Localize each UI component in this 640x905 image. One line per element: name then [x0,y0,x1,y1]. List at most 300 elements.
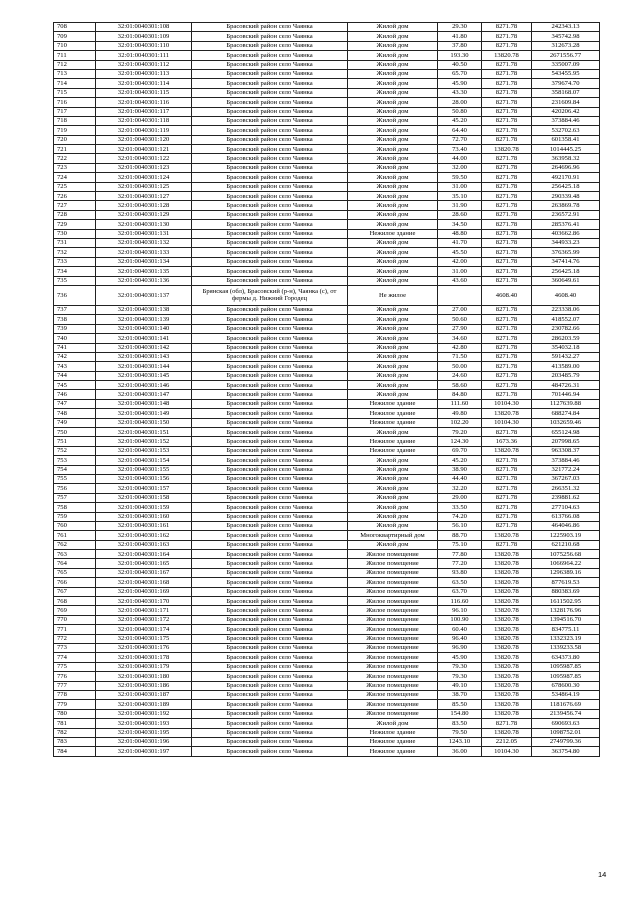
rate-cell: 10104.30 [482,399,532,408]
cadastral-value-cell: 880383.69 [532,587,600,596]
address-cell: Брасовский район село Чаянка [192,728,348,737]
cadastral-value-cell: 367267.03 [532,474,600,483]
object-type-cell: Жилое помещение [348,653,438,662]
table-row [54,597,600,606]
rate-cell: 13820.78 [482,653,532,662]
area-cell: 48.80 [438,229,482,238]
cadastral-value-cell: 420206.42 [532,107,600,116]
table-row [54,192,600,201]
address-cell: Брасовский район село Чаянка [192,79,348,88]
table-row [54,116,600,125]
address-cell: Брасовский район село Чаянка [192,672,348,681]
rate-cell: 8271.78 [482,456,532,465]
row-number-cell: 770 [54,615,96,624]
area-cell: 31.00 [438,267,482,276]
cadastral-value-cell: 379674.70 [532,79,600,88]
row-number-cell: 752 [54,446,96,455]
cadastral-value-cell: 256425.18 [532,182,600,191]
area-cell: 28.60 [438,210,482,219]
address-cell: Брасовский район село Чаянка [192,634,348,643]
table-row [54,531,600,540]
row-number-cell: 762 [54,540,96,549]
cadastral-number-cell: 32:01:0040301:134 [96,257,192,266]
cadastral-value-cell: 834775.11 [532,625,600,634]
object-type-cell: Жилое помещение [348,700,438,709]
object-type-cell: Жилой дом [348,145,438,154]
object-type-cell: Жилой дом [348,362,438,371]
rate-cell: 13820.78 [482,597,532,606]
rate-cell: 8271.78 [482,220,532,229]
cadastral-number-cell: 32:01:0040301:151 [96,428,192,437]
area-cell: 75.10 [438,540,482,549]
object-type-cell: Нежилое здание [348,418,438,427]
object-type-cell: Жилое помещение [348,615,438,624]
cadastral-value-cell: 230782.66 [532,324,600,333]
cadastral-value-cell: 688274.84 [532,409,600,418]
address-cell: Брасовский район село Чаянка [192,126,348,135]
cadastral-number-cell: 32:01:0040301:133 [96,248,192,257]
object-type-cell: Жилой дом [348,98,438,107]
cadastral-value-cell: 236572.91 [532,210,600,219]
page-number: 14 [598,870,607,879]
cadastral-value-cell: 239881.62 [532,493,600,502]
object-type-cell: Жилой дом [348,719,438,728]
address-cell: Брасовский район село Чаянка [192,69,348,78]
cadastral-value-cell: 363958.32 [532,154,600,163]
cadastral-number-cell: 32:01:0040301:123 [96,163,192,172]
object-type-cell: Жилой дом [348,315,438,324]
object-type-cell: Жилой дом [348,428,438,437]
object-type-cell: Жилой дом [348,474,438,483]
cadastral-value-cell: 1332323.19 [532,634,600,643]
area-cell: 63.70 [438,587,482,596]
table-row [54,390,600,399]
rate-cell: 13820.78 [482,568,532,577]
rate-cell: 8271.78 [482,32,532,41]
area-cell: 79.20 [438,428,482,437]
cadastral-value-cell: 321772.24 [532,465,600,474]
cadastral-value-cell: 701446.94 [532,390,600,399]
row-number-cell: 720 [54,135,96,144]
cadastral-value-cell: 621210.68 [532,540,600,549]
row-number-cell: 732 [54,248,96,257]
address-cell: Брасовский район село Чаянка [192,662,348,671]
row-number-cell: 715 [54,88,96,97]
rate-cell: 8271.78 [482,210,532,219]
cadastral-number-cell: 32:01:0040301:120 [96,135,192,144]
cadastral-value-cell: 335007.09 [532,60,600,69]
rate-cell: 8271.78 [482,154,532,163]
table-row [54,474,600,483]
cadastral-number-cell: 32:01:0040301:170 [96,597,192,606]
rate-cell: 13820.78 [482,644,532,653]
rate-cell: 8271.78 [482,493,532,502]
address-cell: Брасовский район село Чаянка [192,690,348,699]
rate-cell: 13820.78 [482,625,532,634]
rate-cell: 8271.78 [482,474,532,483]
table-row [54,399,600,408]
row-number-cell: 733 [54,257,96,266]
rate-cell: 8271.78 [482,163,532,172]
rate-cell: 8271.78 [482,135,532,144]
address-cell: Брасовский район село Чаянка [192,606,348,615]
cadastral-number-cell: 32:01:0040301:127 [96,192,192,201]
address-cell: Брасовский район село Чаянка [192,446,348,455]
object-type-cell: Жилой дом [348,238,438,247]
object-type-cell: Нежилое здание [348,728,438,737]
object-type-cell: Жилое помещение [348,672,438,681]
cadastral-value-cell: 277104.63 [532,503,600,512]
cadastral-number-cell: 32:01:0040301:156 [96,474,192,483]
cadastral-value-cell: 418552.07 [532,315,600,324]
cadastral-value-cell: 464046.86 [532,521,600,530]
address-cell: Брасовский район село Чаянка [192,653,348,662]
row-number-cell: 709 [54,32,96,41]
cadastral-value-cell: 484726.31 [532,381,600,390]
table-row [54,276,600,285]
object-type-cell: Жилой дом [348,371,438,380]
cadastral-value-cell: 1075256.68 [532,550,600,559]
rate-cell: 8271.78 [482,719,532,728]
object-type-cell: Жилой дом [348,324,438,333]
object-type-cell: Жилое помещение [348,709,438,718]
cadastral-number-cell: 32:01:0040301:141 [96,334,192,343]
cadastral-number-cell: 32:01:0040301:164 [96,550,192,559]
row-number-cell: 776 [54,672,96,681]
row-number-cell: 708 [54,23,96,32]
cadastral-value-cell: 2671556.77 [532,51,600,60]
area-cell: 31.00 [438,182,482,191]
cadastral-value-cell: 492170.91 [532,173,600,182]
object-type-cell: Жилое помещение [348,587,438,596]
rate-cell: 8271.78 [482,343,532,352]
cadastral-value-cell: 1394516.70 [532,615,600,624]
rate-cell: 13820.78 [482,709,532,718]
table-row [54,690,600,699]
table-row [54,709,600,718]
row-number-cell: 742 [54,352,96,361]
object-type-cell: Жилой дом [348,257,438,266]
area-cell: 45.20 [438,116,482,125]
cadastral-number-cell: 32:01:0040301:155 [96,465,192,474]
area-cell: 93.80 [438,568,482,577]
address-cell: Брасовский район село Чаянка [192,192,348,201]
area-cell: 38.70 [438,690,482,699]
table-row [54,456,600,465]
table-row [54,69,600,78]
cadastral-number-cell: 32:01:0040301:139 [96,315,192,324]
cadastral-number-cell: 32:01:0040301:110 [96,41,192,50]
cadastral-number-cell: 32:01:0040301:187 [96,690,192,699]
cadastral-value-cell: 413589.00 [532,362,600,371]
table-row [54,550,600,559]
area-cell: 45.90 [438,653,482,662]
table-row [54,248,600,257]
address-cell: Брасовский район село Чаянка [192,334,348,343]
cadastral-number-cell: 32:01:0040301:144 [96,362,192,371]
rate-cell: 13820.78 [482,409,532,418]
row-number-cell: 757 [54,493,96,502]
cadastral-value-cell: 613766.08 [532,512,600,521]
area-cell: 60.40 [438,625,482,634]
row-number-cell: 726 [54,192,96,201]
area-cell: 100.90 [438,615,482,624]
object-type-cell: Жилое помещение [348,606,438,615]
area-cell: 64.40 [438,126,482,135]
address-cell: Брасовский район село Чаянка [192,267,348,276]
rate-cell: 8271.78 [482,60,532,69]
row-number-cell: 738 [54,315,96,324]
row-number-cell: 763 [54,550,96,559]
object-type-cell: Жилой дом [348,173,438,182]
cadastral-number-cell: 32:01:0040301:114 [96,79,192,88]
address-cell: Брасовский район село Чаянка [192,23,348,32]
rate-cell: 8271.78 [482,503,532,512]
cadastral-number-cell: 32:01:0040301:112 [96,60,192,69]
address-cell: Брасовский район село Чаянка [192,238,348,247]
address-cell: Брасовский район село Чаянка [192,163,348,172]
address-cell: Брасовский район село Чаянка [192,578,348,587]
rate-cell: 8271.78 [482,390,532,399]
row-number-cell: 719 [54,126,96,135]
row-number-cell: 737 [54,305,96,314]
table-row [54,634,600,643]
address-cell: Брасовский район село Чаянка [192,399,348,408]
address-cell: Брасовский район село Чаянка [192,465,348,474]
address-cell: Брасовский район село Чаянка [192,305,348,314]
cadastral-number-cell: 32:01:0040301:117 [96,107,192,116]
area-cell: 193.30 [438,51,482,60]
row-number-cell: 744 [54,371,96,380]
address-cell: Брасовский район село Чаянка [192,371,348,380]
cadastral-number-cell: 32:01:0040301:197 [96,747,192,756]
object-type-cell: Жилой дом [348,60,438,69]
object-type-cell: Жилой дом [348,352,438,361]
rate-cell: 8271.78 [482,229,532,238]
cadastral-number-cell: 32:01:0040301:165 [96,559,192,568]
object-type-cell: Нежилое здание [348,747,438,756]
rate-cell: 13820.78 [482,634,532,643]
area-cell: 77.80 [438,550,482,559]
row-number-cell: 758 [54,503,96,512]
area-cell: 43.60 [438,276,482,285]
address-cell: Брасовский район село Чаянка [192,343,348,352]
area-cell: 37.80 [438,41,482,50]
rate-cell: 8271.78 [482,362,532,371]
rate-cell: 13820.78 [482,578,532,587]
area-cell: 45.50 [438,248,482,257]
address-cell: Брасовский район село Чаянка [192,559,348,568]
rate-cell: 8271.78 [482,428,532,437]
address-cell: Брянская (обл), Брасовский (р-н), Чаянка (с), от фермы д. Нижний Городец [192,285,348,305]
cadastral-value-cell: 376365.99 [532,248,600,257]
cadastral-value-cell: 286203.59 [532,334,600,343]
table-row [54,79,600,88]
table-row [54,362,600,371]
row-number-cell: 775 [54,662,96,671]
cadastral-value-cell: 360649.61 [532,276,600,285]
area-cell: 27.00 [438,305,482,314]
rate-cell: 8271.78 [482,276,532,285]
area-cell: 116.60 [438,597,482,606]
rate-cell: 8271.78 [482,521,532,530]
object-type-cell: Жилое помещение [348,634,438,643]
area-cell: 124.30 [438,437,482,446]
address-cell: Брасовский район село Чаянка [192,428,348,437]
cadastral-number-cell: 32:01:0040301:125 [96,182,192,191]
table-row [54,229,600,238]
address-cell: Брасовский район село Чаянка [192,512,348,521]
address-cell: Брасовский район село Чаянка [192,503,348,512]
table-row [54,305,600,314]
rate-cell: 13820.78 [482,531,532,540]
object-type-cell: Жилой дом [348,540,438,549]
table-row [54,700,600,709]
cadastral-number-cell: 32:01:0040301:142 [96,343,192,352]
address-cell: Брасовский район село Чаянка [192,390,348,399]
cadastral-value-cell: 1095987.85 [532,662,600,671]
rate-cell: 13820.78 [482,51,532,60]
object-type-cell: Жилое помещение [348,578,438,587]
area-cell: 58.60 [438,381,482,390]
object-type-cell: Жилой дом [348,79,438,88]
cadastral-value-cell: 264696.96 [532,163,600,172]
address-cell: Брасовский район село Чаянка [192,474,348,483]
row-number-cell: 761 [54,531,96,540]
table-body [54,23,600,757]
row-number-cell: 767 [54,587,96,596]
area-cell: 29.00 [438,493,482,502]
object-type-cell: Жилой дом [348,154,438,163]
row-number-cell: 722 [54,154,96,163]
object-type-cell: Жилой дом [348,512,438,521]
row-number-cell: 782 [54,728,96,737]
address-cell: Брасовский район село Чаянка [192,98,348,107]
cadastral-number-cell: 32:01:0040301:174 [96,625,192,634]
area-cell: 38.90 [438,465,482,474]
table-row [54,163,600,172]
table-row [54,182,600,191]
object-type-cell: Жилой дом [348,182,438,191]
table-row [54,625,600,634]
rate-cell: 8271.78 [482,334,532,343]
object-type-cell: Жилой дом [348,116,438,125]
object-type-cell: Нежилое здание [348,229,438,238]
rate-cell: 8271.78 [482,465,532,474]
address-cell: Брасовский район село Чаянка [192,521,348,530]
object-type-cell: Нежилое здание [348,437,438,446]
table-row [54,51,600,60]
cadastral-value-cell: 207998.65 [532,437,600,446]
row-number-cell: 754 [54,465,96,474]
table-row [54,145,600,154]
object-type-cell: Жилой дом [348,210,438,219]
cadastral-number-cell: 32:01:0040301:167 [96,568,192,577]
rate-cell: 8271.78 [482,267,532,276]
table-row [54,201,600,210]
rate-cell: 13820.78 [482,559,532,568]
table-row [54,107,600,116]
row-number-cell: 769 [54,606,96,615]
cadastral-number-cell: 32:01:0040301:122 [96,154,192,163]
row-number-cell: 728 [54,210,96,219]
rate-cell: 10104.30 [482,747,532,756]
table-row [54,257,600,266]
address-cell: Брасовский район село Чаянка [192,324,348,333]
row-number-cell: 750 [54,428,96,437]
area-cell: 65.70 [438,69,482,78]
area-cell: 111.60 [438,399,482,408]
row-number-cell: 748 [54,409,96,418]
object-type-cell: Нежилое здание [348,399,438,408]
row-number-cell: 734 [54,267,96,276]
table-row [54,315,600,324]
row-number-cell: 784 [54,747,96,756]
rate-cell: 13820.78 [482,550,532,559]
cadastral-number-cell: 32:01:0040301:189 [96,700,192,709]
row-number-cell: 736 [54,285,96,305]
area-cell: 36.00 [438,747,482,756]
table-row [54,41,600,50]
address-cell: Брасовский район село Чаянка [192,257,348,266]
area-cell: 50.60 [438,315,482,324]
area-cell: 32.20 [438,484,482,493]
cadastral-number-cell: 32:01:0040301:108 [96,23,192,32]
area-cell: 43.30 [438,88,482,97]
cadastral-number-cell: 32:01:0040301:140 [96,324,192,333]
object-type-cell: Жилой дом [348,135,438,144]
row-number-cell: 717 [54,107,96,116]
cadastral-value-cell: 1032659.46 [532,418,600,427]
rate-cell: 8271.78 [482,305,532,314]
object-type-cell: Жилой дом [348,23,438,32]
cadastral-number-cell: 32:01:0040301:179 [96,662,192,671]
object-type-cell: Жилой дом [348,503,438,512]
table-row [54,568,600,577]
rate-cell: 8271.78 [482,381,532,390]
cadastral-value-cell: 345742.98 [532,32,600,41]
row-number-cell: 760 [54,521,96,530]
table-row [54,446,600,455]
area-cell: 102.20 [438,418,482,427]
row-number-cell: 731 [54,238,96,247]
table-row [54,32,600,41]
table-row [54,559,600,568]
cadastral-number-cell: 32:01:0040301:152 [96,437,192,446]
area-cell: 34.60 [438,334,482,343]
table-row [54,644,600,653]
cadastral-value-cell: 1066964.22 [532,559,600,568]
table-row [54,343,600,352]
address-cell: Брасовский район село Чаянка [192,540,348,549]
table-row [54,238,600,247]
address-cell: Брасовский район село Чаянка [192,135,348,144]
cadastral-number-cell: 32:01:0040301:111 [96,51,192,60]
area-cell: 45.90 [438,79,482,88]
area-cell: 88.70 [438,531,482,540]
object-type-cell: Нежилое здание [348,737,438,746]
object-type-cell: Жилое помещение [348,597,438,606]
address-cell: Брасовский район село Чаянка [192,615,348,624]
cadastral-number-cell: 32:01:0040301:121 [96,145,192,154]
cadastral-value-cell: 1328176.96 [532,606,600,615]
table-row [54,324,600,333]
cadastral-value-cell: 634373.80 [532,653,600,662]
cadastral-number-cell: 32:01:0040301:171 [96,606,192,615]
address-cell: Брасовский район село Чаянка [192,737,348,746]
table-row [54,681,600,690]
rate-cell: 8271.78 [482,352,532,361]
